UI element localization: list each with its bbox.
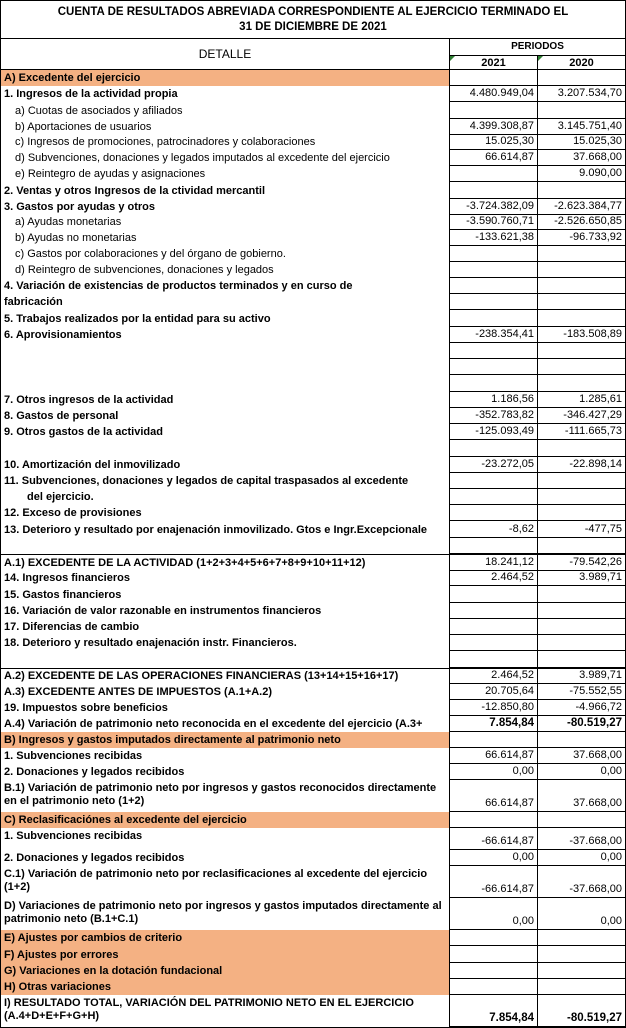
value-2021 xyxy=(449,166,537,182)
value-2021: -12.850,80 xyxy=(449,700,537,716)
table-row xyxy=(1,230,625,246)
value-2020 xyxy=(537,182,625,199)
value-2020: -80.519,27 xyxy=(537,995,625,1027)
table-row xyxy=(1,732,625,748)
value-2020 xyxy=(537,375,625,392)
table-row xyxy=(1,538,625,554)
value-2021: -133.621,38 xyxy=(449,230,537,246)
row-label: C.1) Variación de patrimonio neto por reclasificaciones al excedente del ejercicio (1+2) xyxy=(4,868,428,893)
row-label: A) Excedente del ejercicio xyxy=(4,72,141,84)
row-label: e) Reintegro de ayudas y asignaciones xyxy=(15,168,206,180)
year-2020-label: 2020 xyxy=(569,57,594,69)
value-2020 xyxy=(537,359,625,375)
table-row xyxy=(1,70,625,86)
table-row xyxy=(1,310,625,327)
row-label: B) Ingresos y gastos imputados directamente al patrimonio neto xyxy=(4,734,341,746)
table-row xyxy=(1,521,625,538)
table-row xyxy=(1,963,625,979)
value-2021 xyxy=(449,963,537,979)
row-label: 6. Aprovisionamientos xyxy=(4,329,122,341)
value-2020: 3.989,71 xyxy=(537,669,625,684)
value-2020: -96.733,92 xyxy=(537,230,625,246)
value-2020 xyxy=(537,946,625,963)
row-label: E) Ajustes por cambios de criterio xyxy=(4,932,183,944)
value-2020: -75.552,55 xyxy=(537,684,625,700)
row-label: 14. Ingresos financieros xyxy=(4,572,130,584)
value-2021 xyxy=(449,732,537,748)
value-2021 xyxy=(449,930,537,946)
table-row xyxy=(1,995,625,1027)
row-label: 1. Ingresos de la actividad propia xyxy=(4,88,178,100)
year-2021-label: 2021 xyxy=(481,57,506,69)
value-2021 xyxy=(449,538,537,554)
value-2020 xyxy=(537,294,625,310)
row-label: 1. Subvenciones recibidas xyxy=(4,750,143,762)
value-2020: -2.526.650,85 xyxy=(537,215,625,230)
row-label: 2. Ventas y otros Ingresos de la ctividad mercantil xyxy=(4,185,266,197)
row-label: c) Gastos por colaboraciones y del órgano de gobierno. xyxy=(15,248,286,260)
value-2021: 2.464,52 xyxy=(449,571,537,586)
row-label: D) Variaciones de patrimonio neto por ingresos y gastos imputados directamente al patrimonio neto (B.1+C.1) xyxy=(4,900,442,925)
table-row xyxy=(1,440,625,457)
row-label: C) Reclasificaciónes al excedente del ejercicio xyxy=(4,814,247,826)
row-label: d) Reintegro de subvenciones, donaciones y legados xyxy=(15,264,274,276)
value-2021 xyxy=(449,70,537,86)
table-row xyxy=(1,716,625,732)
value-2021 xyxy=(449,246,537,262)
table-row xyxy=(1,812,625,828)
value-2021: 0,00 xyxy=(449,850,537,866)
year-2020-header xyxy=(538,56,625,70)
value-2021: 66.614,87 xyxy=(449,748,537,764)
table-row xyxy=(1,150,625,166)
row-label: A.3) EXCEDENTE ANTES DE IMPUESTOS (A.1+A.2) xyxy=(4,686,273,698)
table-row xyxy=(1,684,625,700)
table-row xyxy=(1,246,625,262)
row-label: 3. Gastos por ayudas y otros xyxy=(4,201,155,213)
table-row xyxy=(1,343,625,359)
value-2020: 9.090,00 xyxy=(537,166,625,182)
table-row xyxy=(1,780,625,812)
row-label: 9. Otros gastos de la actividad xyxy=(4,426,163,438)
value-2021: 0,00 xyxy=(449,764,537,780)
row-label: a) Cuotas de asociados y afiliados xyxy=(15,105,183,117)
table-row xyxy=(1,182,625,199)
table-row xyxy=(1,392,625,408)
value-2020 xyxy=(537,489,625,505)
row-label: a) Ayudas monetarias xyxy=(15,216,122,228)
row-label: B.1) Variación de patrimonio neto por ingresos y gastos reconocidos directamente en el patrimonio neto (1+2) xyxy=(4,782,437,807)
periods-header xyxy=(450,39,625,69)
value-2020 xyxy=(537,963,625,979)
value-2021 xyxy=(449,343,537,359)
row-label: 15. Gastos financieros xyxy=(4,589,122,601)
row-label: fabricación xyxy=(4,296,63,308)
table-row xyxy=(1,278,625,294)
table-row xyxy=(1,764,625,780)
value-2020 xyxy=(537,538,625,554)
value-2021: -66.614,87 xyxy=(449,866,537,898)
value-2020: 1.285,61 xyxy=(537,392,625,408)
table-row xyxy=(1,635,625,651)
table-row xyxy=(1,119,625,135)
table-row xyxy=(1,828,625,850)
value-2021 xyxy=(449,489,537,505)
value-2021: -23.272,05 xyxy=(449,457,537,473)
value-2020: 37.668,00 xyxy=(537,748,625,764)
title-line-2: 31 DE DICIEMBRE DE 2021 xyxy=(239,21,387,33)
value-2020: -111.665,73 xyxy=(537,424,625,440)
value-2020 xyxy=(537,440,625,457)
table-row xyxy=(1,199,625,215)
value-2021: 2.464,52 xyxy=(449,669,537,684)
value-2020: -346.427,29 xyxy=(537,408,625,424)
table-row xyxy=(1,619,625,635)
table-row xyxy=(1,215,625,230)
value-2020 xyxy=(537,651,625,668)
row-label xyxy=(1,359,449,375)
table-row xyxy=(1,473,625,489)
value-2020: 0,00 xyxy=(537,764,625,780)
row-label: 8. Gastos de personal xyxy=(4,410,119,422)
table-row xyxy=(1,424,625,440)
table-row xyxy=(1,979,625,995)
table-row xyxy=(1,102,625,119)
cell-marker-icon xyxy=(538,56,543,61)
value-2020 xyxy=(537,635,625,651)
value-2020 xyxy=(537,930,625,946)
row-label: 13. Deterioro y resultado por enajenación inmovilizado. Gtos e Ingr.Excepcionale xyxy=(4,524,428,536)
table-row xyxy=(1,700,625,716)
value-2021 xyxy=(449,619,537,635)
table-row xyxy=(1,489,625,505)
table-row xyxy=(1,866,625,898)
value-2020: -477,75 xyxy=(537,521,625,538)
value-2020 xyxy=(537,102,625,119)
value-2021 xyxy=(449,102,537,119)
value-2021 xyxy=(449,603,537,619)
value-2021: 7.854,84 xyxy=(449,716,537,732)
table-row xyxy=(1,457,625,473)
table-header xyxy=(0,38,626,70)
value-2020 xyxy=(537,505,625,521)
row-label: 4. Variación de existencias de productos terminados y en curso de xyxy=(4,280,353,292)
value-2021 xyxy=(449,979,537,995)
value-2021: -3.724.382,09 xyxy=(449,199,537,215)
row-label xyxy=(1,440,449,457)
row-label: b) Ayudas no monetarias xyxy=(15,232,137,244)
table-row xyxy=(1,327,625,343)
value-2020: -80.519,27 xyxy=(537,716,625,732)
table-row xyxy=(1,375,625,392)
value-2020: -37.668,00 xyxy=(537,866,625,898)
value-2020: 0,00 xyxy=(537,850,625,866)
value-2021 xyxy=(449,635,537,651)
value-2021: -3.590.760,71 xyxy=(449,215,537,230)
value-2021: 0,00 xyxy=(449,898,537,930)
value-2020 xyxy=(537,310,625,327)
value-2020 xyxy=(537,278,625,294)
value-2021: -238.354,41 xyxy=(449,327,537,343)
value-2020: -2.623.384,77 xyxy=(537,199,625,215)
row-label: 11. Subvenciones, donaciones y legados de capital traspasados al excedente xyxy=(4,475,409,487)
periodos-label: PERIODOS xyxy=(450,39,625,56)
row-label xyxy=(1,343,449,359)
value-2021: -125.093,49 xyxy=(449,424,537,440)
row-label xyxy=(1,538,449,554)
value-2021 xyxy=(449,310,537,327)
value-2021 xyxy=(449,262,537,278)
row-label: del ejercicio. xyxy=(27,491,94,503)
value-2020: 3.989,71 xyxy=(537,571,625,586)
value-2020 xyxy=(537,586,625,603)
value-2020: 3.207.534,70 xyxy=(537,86,625,102)
value-2020: 37.668,00 xyxy=(537,150,625,166)
value-2021: 18.241,12 xyxy=(449,555,537,571)
value-2021: -8,62 xyxy=(449,521,537,538)
table-row xyxy=(1,930,625,946)
value-2020 xyxy=(537,812,625,828)
value-2020 xyxy=(537,262,625,278)
value-2020: 15.025,30 xyxy=(537,135,625,150)
row-label: A.2) EXCEDENTE DE LAS OPERACIONES FINANCIERAS (13+14+15+16+17) xyxy=(4,670,399,682)
row-label: 2. Donaciones y legados recibidos xyxy=(4,766,185,778)
years-row xyxy=(450,56,625,70)
row-label: 1. Subvenciones recibidas xyxy=(4,830,143,842)
value-2020: 0,00 xyxy=(537,898,625,930)
value-2021: 66.614,87 xyxy=(449,150,537,166)
value-2020: -22.898,14 xyxy=(537,457,625,473)
table-row xyxy=(1,603,625,619)
value-2020 xyxy=(537,979,625,995)
table-row xyxy=(1,86,625,102)
cell-marker-icon xyxy=(450,56,455,61)
value-2021 xyxy=(449,473,537,489)
table-row xyxy=(1,898,625,930)
value-2020 xyxy=(537,619,625,635)
value-2021 xyxy=(449,946,537,963)
value-2021 xyxy=(449,651,537,668)
value-2021: 20.705,64 xyxy=(449,684,537,700)
table-row xyxy=(1,586,625,603)
row-label: 12. Exceso de provisiones xyxy=(4,507,142,519)
value-2021 xyxy=(449,375,537,392)
table-row xyxy=(1,571,625,586)
value-2020 xyxy=(537,603,625,619)
row-label: G) Variaciones en la dotación fundacional xyxy=(4,965,223,977)
table-row xyxy=(1,135,625,150)
value-2021: 1.186,56 xyxy=(449,392,537,408)
row-label: b) Aportaciones de usuarios xyxy=(15,121,152,133)
statement-rows xyxy=(0,70,626,1028)
row-label: 18. Deterioro y resultado enajenación instr. Financieros. xyxy=(4,637,297,649)
table-row xyxy=(1,294,625,310)
detalle-header: DETALLE xyxy=(1,39,450,69)
value-2021: -352.783,82 xyxy=(449,408,537,424)
value-2020: -37.668,00 xyxy=(537,828,625,850)
row-label xyxy=(1,651,449,668)
value-2020 xyxy=(537,473,625,489)
value-2020 xyxy=(537,343,625,359)
value-2020: 3.145.751,40 xyxy=(537,119,625,135)
value-2020 xyxy=(537,70,625,86)
value-2020: -183.508,89 xyxy=(537,327,625,343)
value-2021: -66.614,87 xyxy=(449,828,537,850)
value-2020: -4.966,72 xyxy=(537,700,625,716)
row-label: 17. Diferencias de cambio xyxy=(4,621,140,633)
statement-title xyxy=(0,0,626,38)
table-row xyxy=(1,505,625,521)
row-label: 2. Donaciones y legados recibidos xyxy=(4,852,185,864)
table-row xyxy=(1,166,625,182)
value-2021: 4.399.308,87 xyxy=(449,119,537,135)
value-2021: 7.854,84 xyxy=(449,995,537,1027)
row-label: d) Subvenciones, donaciones y legados imputados al excedente del ejercicio xyxy=(15,152,390,164)
row-label: A.1) EXCEDENTE DE LA ACTIVIDAD (1+2+3+4+5+6+7+8+9+10+11+12) xyxy=(4,557,366,569)
table-row xyxy=(1,554,625,571)
table-row xyxy=(1,850,625,866)
value-2021: 15.025,30 xyxy=(449,135,537,150)
row-label: 10. Amortización del inmovilizado xyxy=(4,459,181,471)
row-label: F) Ajustes por errores xyxy=(4,949,119,961)
row-label: c) Ingresos de promociones, patrocinadores y colaboraciones xyxy=(15,136,316,148)
value-2021 xyxy=(449,359,537,375)
row-label: H) Otras variaciones xyxy=(4,981,111,993)
row-label: 7. Otros ingresos de la actividad xyxy=(4,394,174,406)
row-label xyxy=(1,375,449,392)
value-2020: -79.542,26 xyxy=(537,555,625,571)
table-row xyxy=(1,408,625,424)
value-2021: 4.480.949,04 xyxy=(449,86,537,102)
value-2021 xyxy=(449,812,537,828)
table-row xyxy=(1,359,625,375)
value-2021 xyxy=(449,182,537,199)
row-label: I) RESULTADO TOTAL, VARIACIÓN DEL PATRIMONIO NETO EN EL EJERCICIO (A.4+D+E+F+G+H) xyxy=(4,997,414,1022)
value-2020 xyxy=(537,246,625,262)
year-2021-header xyxy=(450,56,538,70)
table-row xyxy=(1,946,625,963)
row-label: A.4) Variación de patrimonio neto reconocida en el excedente del ejercicio (A.3+ xyxy=(4,718,423,730)
value-2021 xyxy=(449,586,537,603)
table-row xyxy=(1,651,625,668)
table-row xyxy=(1,262,625,278)
title-line-1: CUENTA DE RESULTADOS ABREVIADA CORRESPONDIENTE AL EJERCICIO TERMINADO EL xyxy=(57,6,569,18)
table-row xyxy=(1,668,625,684)
row-label: 16. Variación de valor razonable en instrumentos financieros xyxy=(4,605,322,617)
value-2021 xyxy=(449,294,537,310)
value-2021: 66.614,87 xyxy=(449,780,537,812)
value-2020: 37.668,00 xyxy=(537,780,625,812)
value-2021 xyxy=(449,278,537,294)
row-label: 5. Trabajos realizados por la entidad para su activo xyxy=(4,313,271,325)
table-row xyxy=(1,748,625,764)
value-2020 xyxy=(537,732,625,748)
value-2021 xyxy=(449,440,537,457)
row-label: 19. Impuestos sobre beneficios xyxy=(4,702,168,714)
value-2021 xyxy=(449,505,537,521)
